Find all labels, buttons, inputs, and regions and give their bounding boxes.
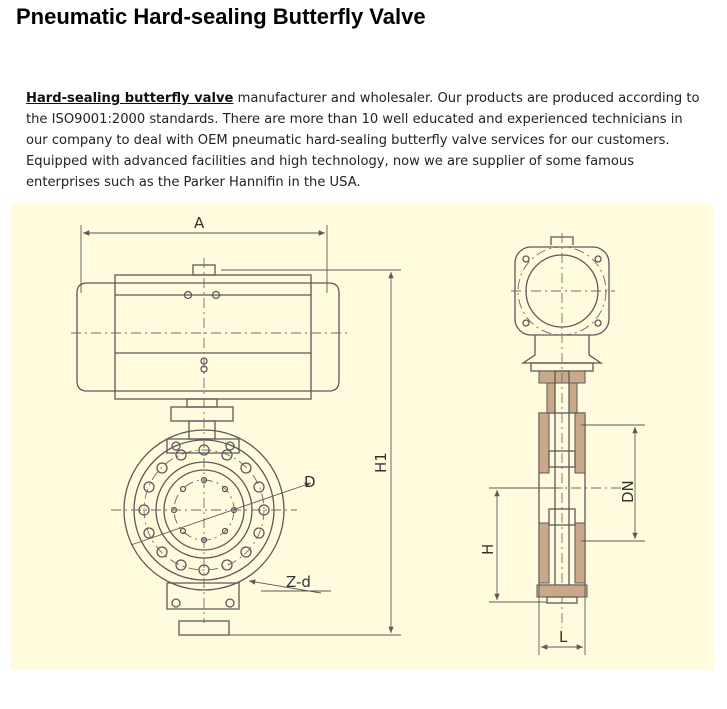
- side-view: [479, 233, 645, 655]
- page-title: Pneumatic Hard-sealing Butterfly Valve: [16, 4, 426, 29]
- dimension-label-dn: DN: [619, 480, 637, 503]
- dimension-label-a: A: [194, 214, 205, 232]
- dimension-label-h1: H1: [372, 452, 390, 473]
- technical-drawing-svg: [11, 203, 713, 670]
- dimension-label-h: H: [479, 543, 497, 555]
- valve-technical-drawing: [11, 203, 713, 670]
- hard-sealing-butterfly-valve-link[interactable]: Hard-sealing butterfly valve: [26, 91, 234, 106]
- dimension-label-z-d: Z-d: [286, 573, 311, 591]
- dimension-label-d: D: [304, 473, 316, 491]
- dimension-label-l: L: [559, 628, 568, 646]
- front-view: [71, 214, 401, 635]
- intro-paragraph: [26, 88, 706, 193]
- intro-body-text: manufacturer and wholesaler. Our products are produced according to the ISO9001:2000 standards. There are more than 10 well educated and experienced technicians in our company to deal with OEM pneumatic hard-sealing butterfly valve services for our customers. Equipped with advanced facilities and high technology, now we are supplier of some famous enterprises such as the Parker Hannifin in the USA.: [26, 91, 700, 190]
